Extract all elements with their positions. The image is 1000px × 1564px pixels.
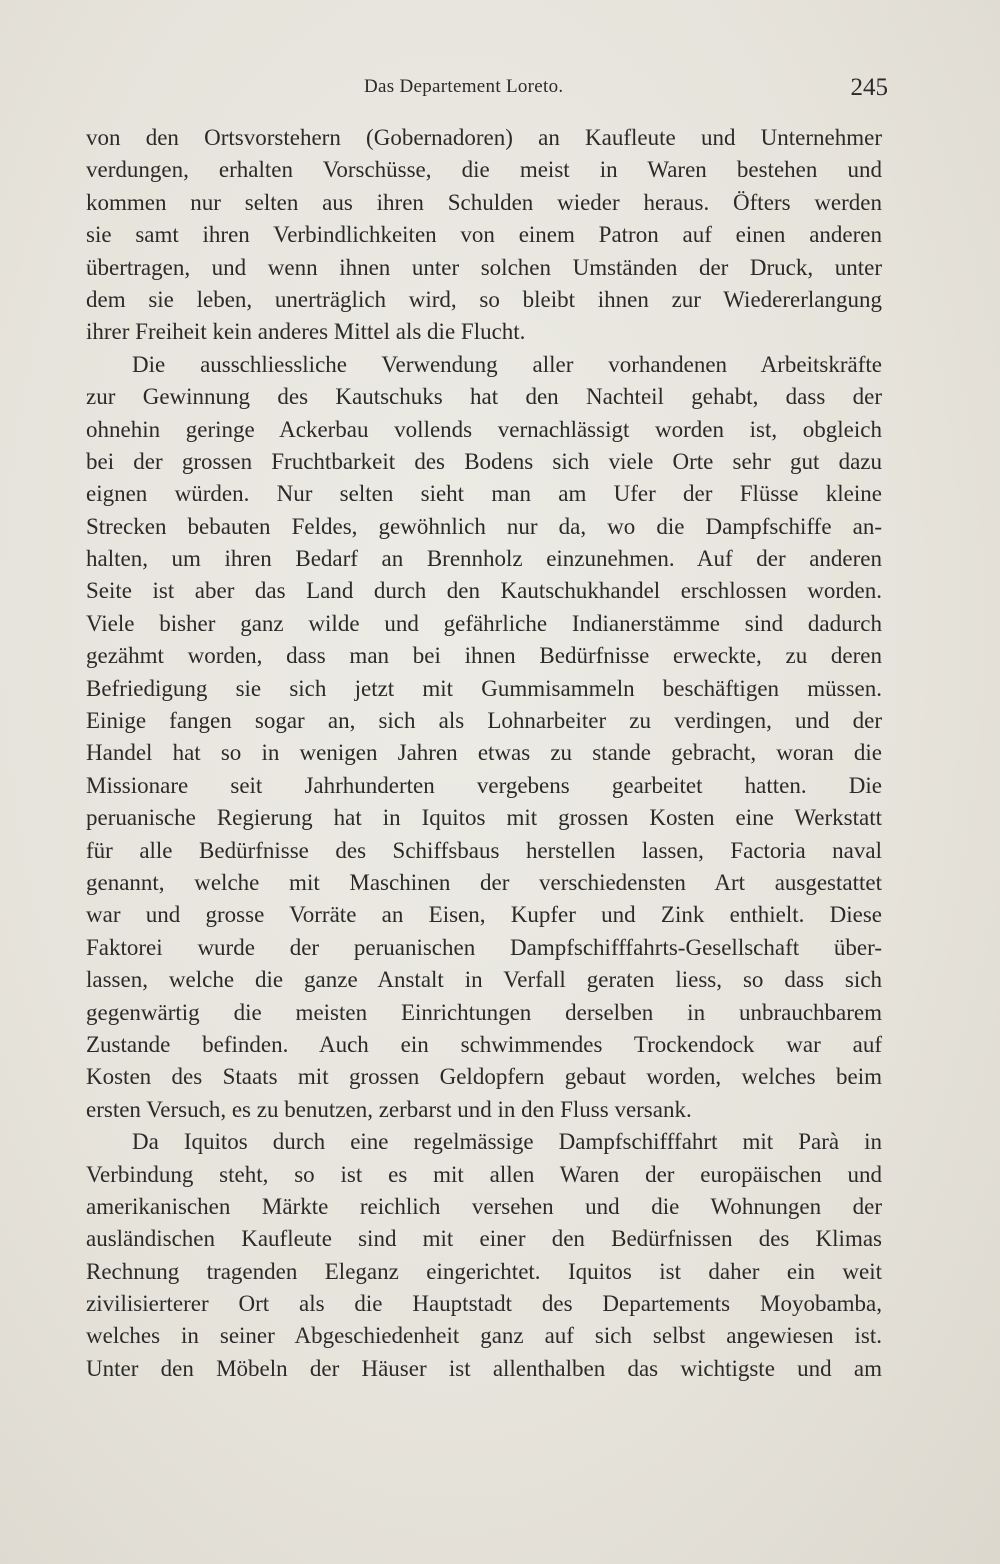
text-line: halten, um ihren Bedarf an Brennholz einzunehmen. Auf der anderen [86, 546, 882, 572]
text-line: Befriedigung sie sich jetzt mit Gummisammeln beschäftigen müssen. [86, 675, 882, 701]
text-line: Unter den Möbeln der Häuser ist allenthalben das wichtigste und am [86, 1355, 882, 1381]
text-line: Viele bisher ganz wilde und gefährliche Indianerstämme sind dadurch [86, 610, 882, 636]
paragraph-first-line: Da Iquitos durch eine regelmässige Dampfschifffahrt mit Parà in [132, 1129, 882, 1155]
text-line: gezähmt worden, dass man bei ihnen Bedürfnisse erweckte, zu deren [86, 643, 882, 669]
text-line: Missionare seit Jahrhunderten vergebens gearbeitet hatten. Die [86, 772, 882, 798]
text-line: genannt, welche mit Maschinen der verschiedensten Art ausgestattet [86, 869, 882, 895]
text-line: ausländischen Kaufleute sind mit einer den Bedürfnissen des Klimas [86, 1226, 882, 1252]
text-line: amerikanischen Märkte reichlich versehen und die Wohnungen der [86, 1193, 882, 1219]
text-line: Zustande befinden. Auch ein schwimmendes Trockendock war auf [86, 1031, 882, 1057]
page-number: 245 [850, 74, 888, 101]
body-text [86, 122, 882, 1385]
text-line: Strecken bebauten Feldes, gewöhnlich nur da, wo die Dampfschiffe an- [86, 513, 882, 539]
text-line: lassen, welche die ganze Anstalt in Verfall geraten liess, so dass sich [86, 967, 882, 993]
text-line: ihrer Freiheit kein anderes Mittel als die Flucht. [86, 319, 526, 345]
text-line: Seite ist aber das Land durch den Kautschukhandel erschlossen worden. [86, 578, 882, 604]
text-line: ersten Versuch, es zu benutzen, zerbarst und in den Fluss versank. [86, 1096, 692, 1122]
text-line: war und grosse Vorräte an Eisen, Kupfer und Zink enthielt. Diese [86, 902, 882, 928]
text-line: sie samt ihren Verbindlichkeiten von einem Patron auf einen anderen [86, 222, 882, 248]
text-line: übertragen, und wenn ihnen unter solchen Umständen der Druck, unter [86, 254, 882, 280]
running-title: Das Departement Loreto. [364, 76, 564, 97]
text-line: kommen nur selten aus ihren Schulden wieder heraus. Öfters werden [86, 189, 882, 215]
text-line: verdungen, erhalten Vorschüsse, die meist in Waren bestehen und [86, 157, 882, 183]
text-line: Kosten des Staats mit grossen Geldopfern gebaut worden, welches beim [86, 1064, 882, 1090]
text-line: peruanische Regierung hat in Iquitos mit grossen Kosten eine Werkstatt [86, 805, 882, 831]
text-line: eignen würden. Nur selten sieht man am Ufer der Flüsse kleine [86, 481, 882, 507]
text-line: von den Ortsvorstehern (Gobernadoren) an Kaufleute und Unternehmer [86, 125, 882, 150]
text-line: welches in seiner Abgeschiedenheit ganz auf sich selbst angewiesen ist. [86, 1323, 882, 1349]
text-line: gegenwärtig die meisten Einrichtungen derselben in unbrauchbarem [86, 999, 882, 1025]
text-line: für alle Bedürfnisse des Schiffsbaus herstellen lassen, Factoria naval [86, 837, 882, 863]
text-line: zivilisierterer Ort als die Hauptstadt des Departements Moyobamba, [86, 1291, 882, 1317]
text-line: Rechnung tragenden Eleganz eingerichtet. Iquitos ist daher ein weit [86, 1258, 882, 1284]
text-line: bei der grossen Fruchtbarkeit des Bodens sich viele Orte sehr gut dazu [86, 448, 882, 474]
text-line: Einige fangen sogar an, sich als Lohnarbeiter zu verdingen, und der [86, 708, 882, 734]
text-line: dem sie leben, unerträglich wird, so bleibt ihnen zur Wiedererlangung [86, 286, 882, 312]
paragraph-first-line: Die ausschliessliche Verwendung aller vorhandenen Arbeitskräfte [132, 351, 882, 377]
text-line: Faktorei wurde der peruanischen Dampfschifffahrts-Gesellschaft über- [86, 934, 882, 960]
text-line: Verbindung steht, so ist es mit allen Waren der europäischen und [86, 1161, 882, 1187]
text-line: Handel hat so in wenigen Jahren etwas zu stande gebracht, woran die [86, 740, 882, 766]
text-line: zur Gewinnung des Kautschuks hat den Nachteil gehabt, dass der [86, 384, 882, 410]
running-head [88, 74, 888, 106]
text-line: ohnehin geringe Ackerbau vollends vernachlässigt worden ist, obgleich [86, 416, 882, 442]
